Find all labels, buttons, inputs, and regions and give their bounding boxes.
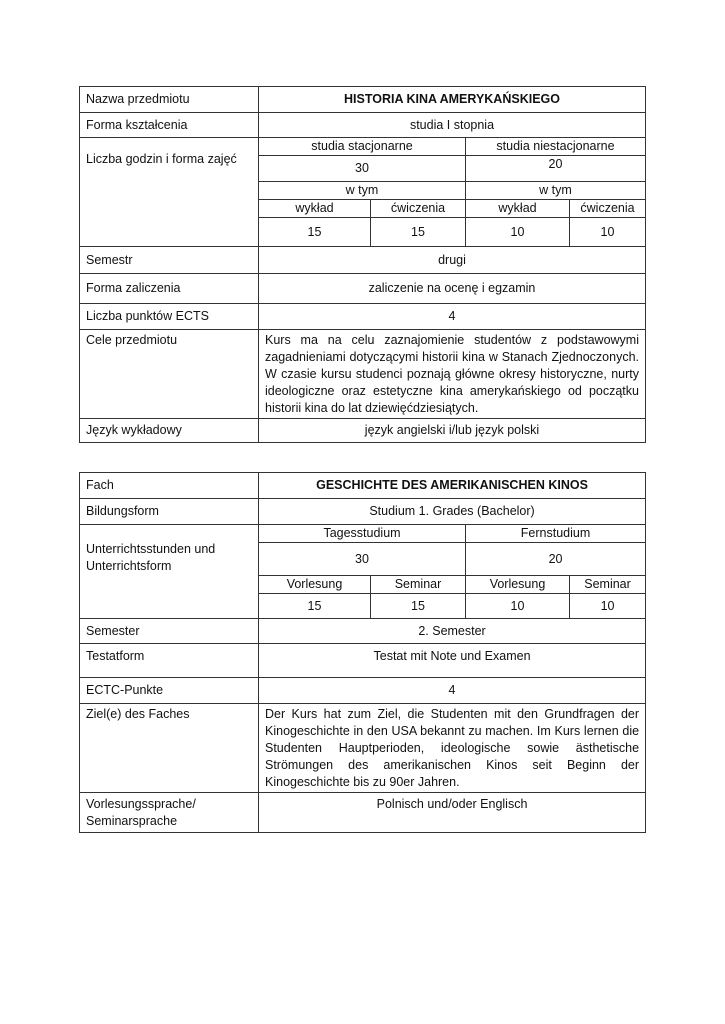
language-value: język angielski i/lub język polski	[259, 419, 646, 443]
fulltime-seminar-label: Seminar	[371, 576, 466, 594]
semester-label: Semestr	[80, 247, 259, 274]
fulltime-exercises-hours: 15	[371, 218, 466, 247]
fulltime-lecture-label: wykład	[259, 200, 371, 218]
parttime-seminar-hours: 10	[570, 594, 646, 619]
fulltime-exercises-label: ćwiczenia	[371, 200, 466, 218]
assessment-label: Forma zaliczenia	[80, 274, 259, 304]
parttime-exercises-hours: 10	[570, 218, 646, 247]
parttime-seminar-label: Seminar	[570, 576, 646, 594]
subject-value: GESCHICHTE DES AMERIKANISCHEN KINOS	[259, 473, 646, 499]
language-label-line1: Vorlesungssprache/	[86, 797, 196, 811]
course-table-german	[79, 472, 646, 833]
semester-value: drugi	[259, 247, 646, 274]
ects-label: ECTC-Punkte	[80, 678, 259, 704]
language-label	[80, 793, 259, 833]
language-label-line2: Seminarsprache	[86, 814, 178, 828]
ects-value: 4	[259, 678, 646, 704]
fulltime-lecture-hours: 15	[259, 218, 371, 247]
fulltime-total: 30	[259, 543, 466, 576]
subject-label: Nazwa przedmiotu	[80, 87, 259, 113]
parttime-lecture-label: Vorlesung	[466, 576, 570, 594]
fulltime-including: w tym	[259, 182, 466, 200]
subject-value: HISTORIA KINA AMERYKAŃSKIEGO	[259, 87, 646, 113]
assessment-value: Testat mit Note und Examen	[259, 644, 646, 678]
form-value: studia I stopnia	[259, 113, 646, 138]
form-label: Forma kształcenia	[80, 113, 259, 138]
hours-label: Liczba godzin i forma zajęć	[80, 138, 259, 247]
parttime-exercises-label: ćwiczenia	[570, 200, 646, 218]
parttime-lecture-hours: 10	[466, 594, 570, 619]
goals-label: Ziel(e) des Faches	[80, 704, 259, 793]
parttime-label: Fernstudium	[466, 525, 646, 543]
parttime-label: studia niestacjonarne	[466, 138, 646, 156]
fulltime-seminar-hours: 15	[371, 594, 466, 619]
subject-label: Fach	[80, 473, 259, 499]
goals-value: Kurs ma na celu zaznajomienie studentów z podstawowymi zagadnieniami dotyczącymi historii kina w Stanach Zjednoczonych. W czasie kursu studenci poznają główne okresy historyczne, nurty ideologiczne oraz estetyczne kina amerykańskiego od początku historii kina do lat dziewięćdziesiątych.	[259, 330, 646, 419]
language-value: Polnisch und/oder Englisch	[259, 793, 646, 833]
parttime-lecture-hours: 10	[466, 218, 570, 247]
fulltime-lecture-label: Vorlesung	[259, 576, 371, 594]
form-label: Bildungsform	[80, 499, 259, 525]
ects-value: 4	[259, 304, 646, 330]
course-table-polish	[79, 86, 646, 443]
parttime-lecture-label: wykład	[466, 200, 570, 218]
semester-value: 2. Semester	[259, 619, 646, 644]
fulltime-label: Tagesstudium	[259, 525, 466, 543]
parttime-total: 20	[466, 543, 646, 576]
form-value: Studium 1. Grades (Bachelor)	[259, 499, 646, 525]
fulltime-lecture-hours: 15	[259, 594, 371, 619]
assessment-value: zaliczenie na ocenę i egzamin	[259, 274, 646, 304]
hours-label: Unterrichtsstunden und Unterrichtsform	[80, 525, 259, 619]
fulltime-label: studia stacjonarne	[259, 138, 466, 156]
assessment-label: Testatform	[80, 644, 259, 678]
goals-label: Cele przedmiotu	[80, 330, 259, 419]
language-label: Język wykładowy	[80, 419, 259, 443]
ects-label: Liczba punktów ECTS	[80, 304, 259, 330]
parttime-including: w tym	[466, 182, 646, 200]
fulltime-total: 30	[259, 156, 466, 182]
semester-label: Semester	[80, 619, 259, 644]
parttime-total: 20	[466, 156, 646, 182]
goals-value: Der Kurs hat zum Ziel, die Studenten mit den Grundfragen der Kinogeschichte in den USA bekannt zu machen. Im Kurs lernen die Studenten Hauptperioden, ideologische sowie ästhetische Strömungen des amerikanischen Kinos seit Beginn der Kinogeschichte bis zu 90er Jahren.	[259, 704, 646, 793]
